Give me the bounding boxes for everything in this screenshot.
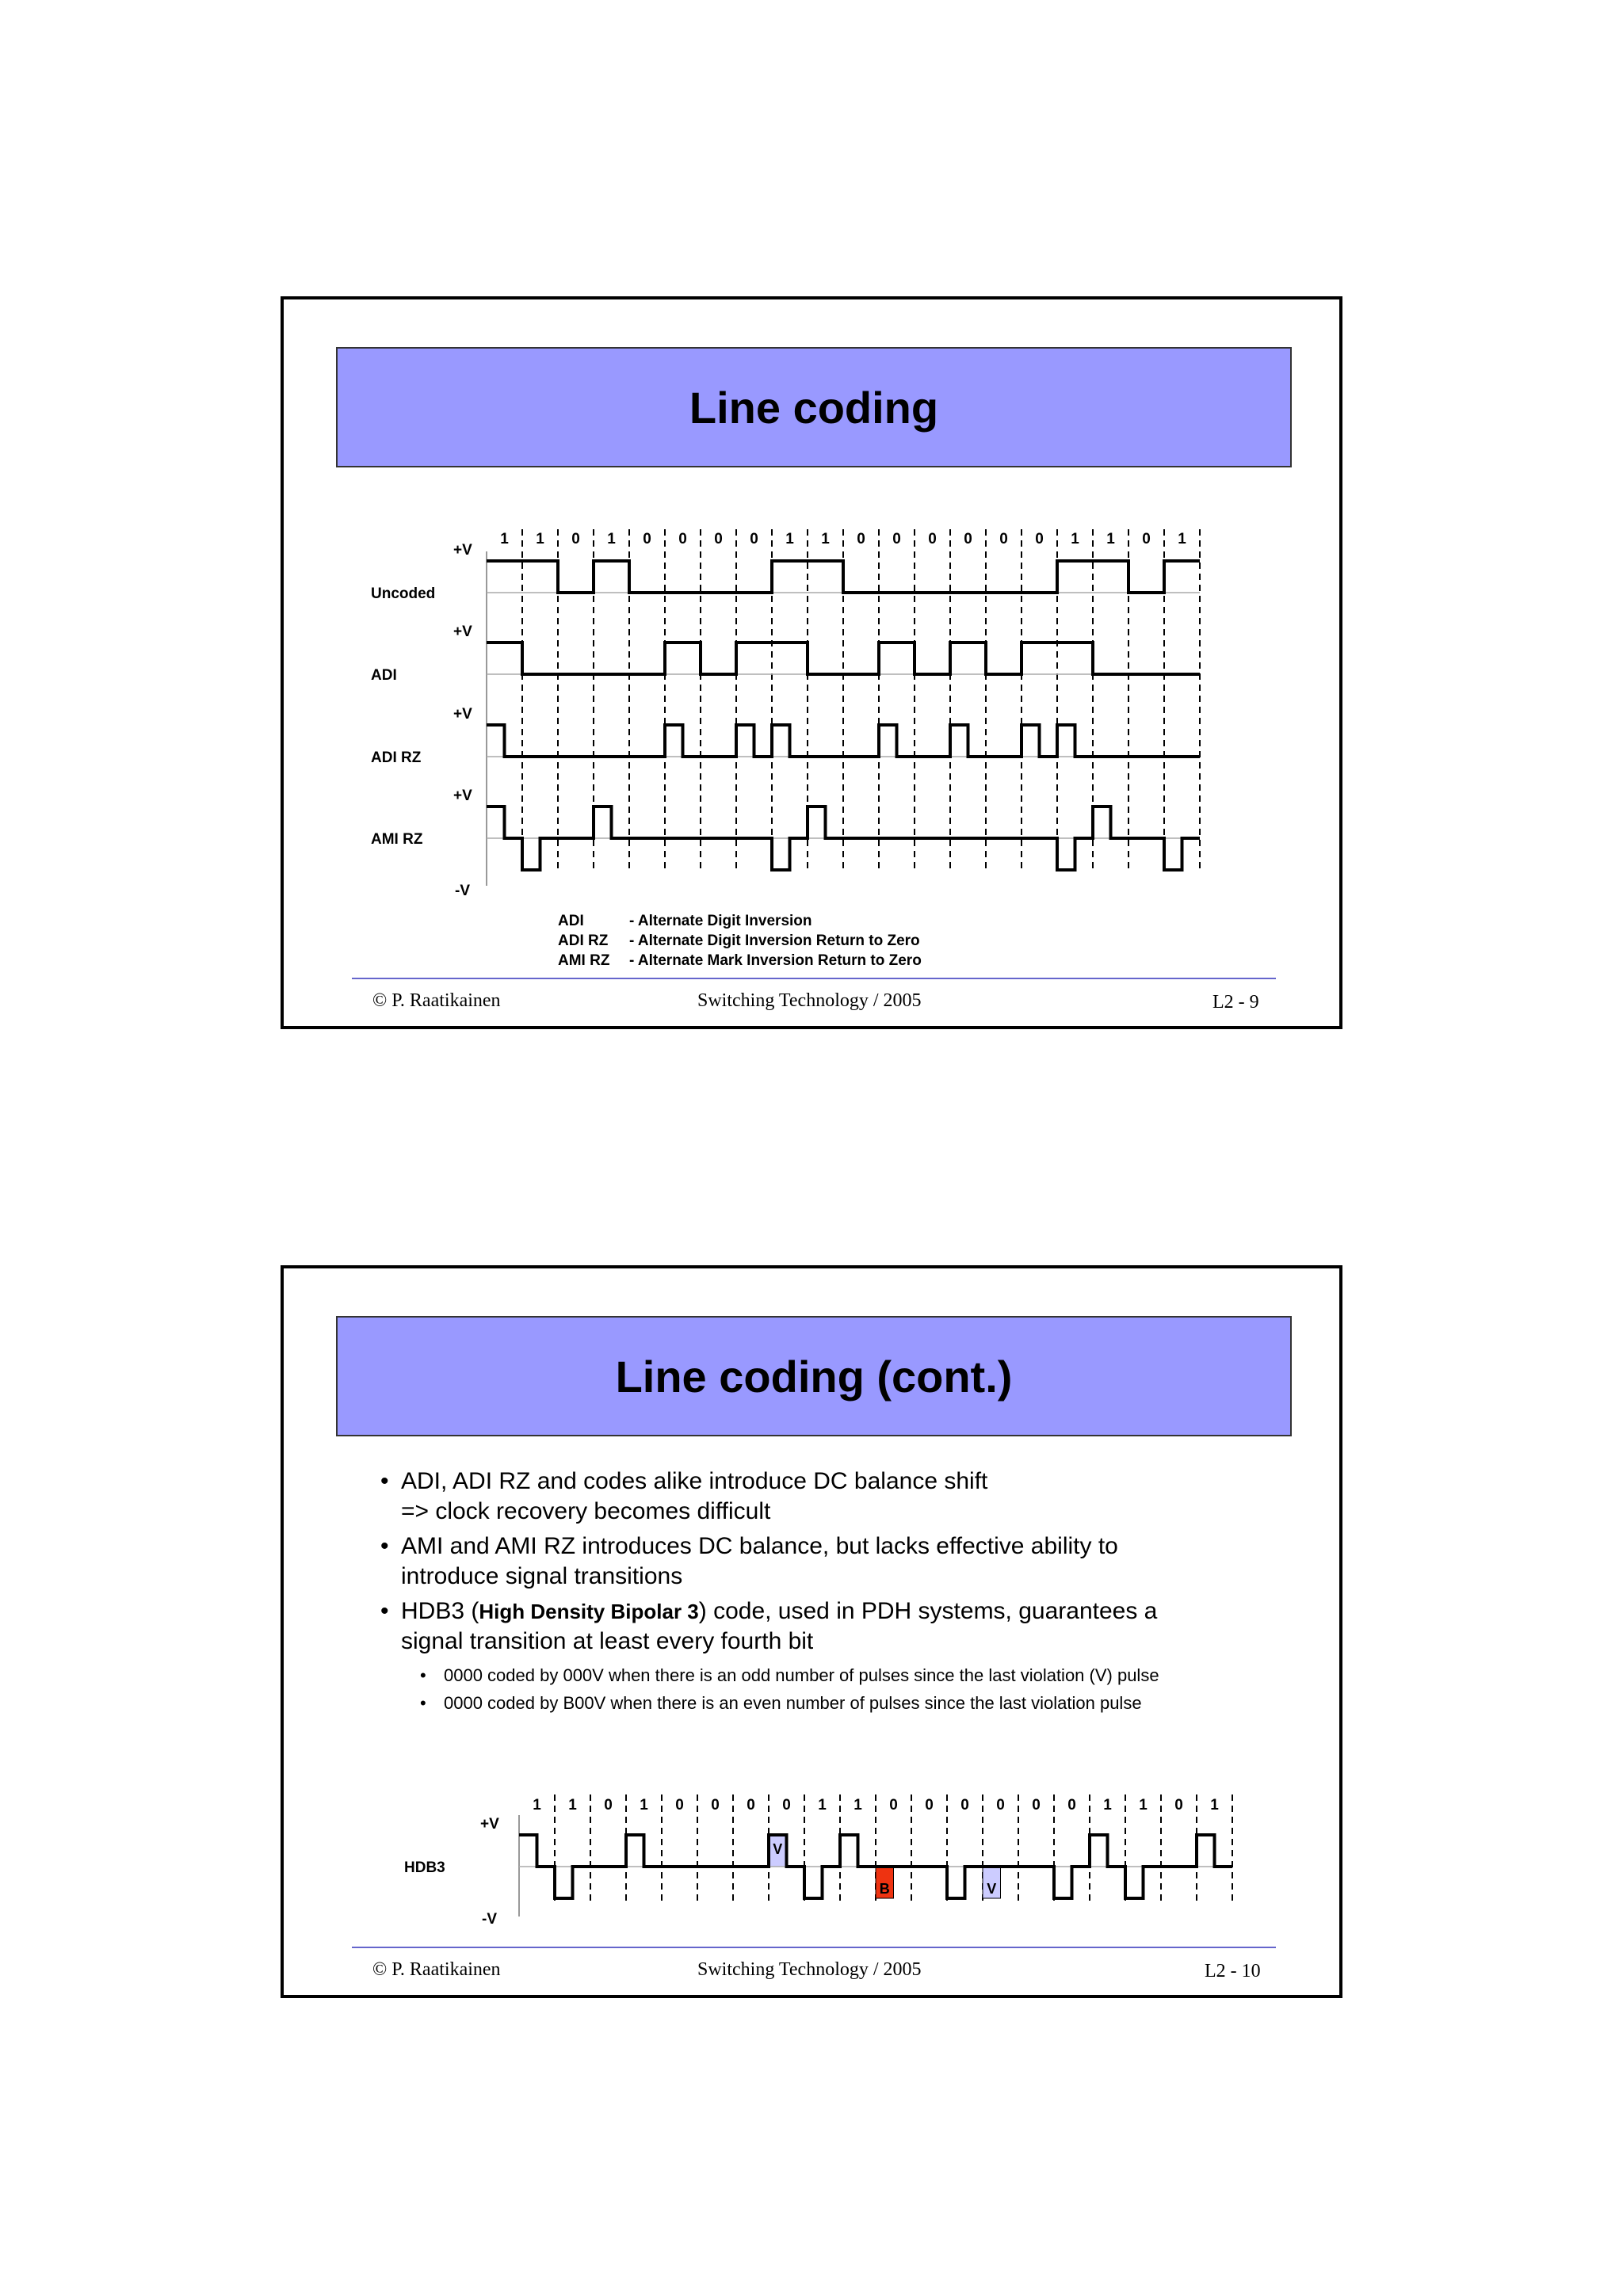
signal-name-label: HDB3 [404, 1859, 445, 1876]
footer-course: Switching Technology / 2005 [697, 990, 922, 1011]
bit-label: 1 [1103, 1797, 1112, 1814]
bit-label: 0 [1174, 1797, 1183, 1814]
bit-label: 1 [1071, 531, 1079, 547]
signal-name-label: ADI RZ [371, 749, 422, 766]
bit-label: 0 [964, 531, 972, 547]
bit-label: 1 [785, 531, 794, 547]
bit-label: 0 [1032, 1797, 1041, 1814]
bit-label: 0 [643, 531, 651, 547]
bullet-text: ) code, used in PDH systems, guarantees a [698, 1598, 1158, 1624]
bit-label: 1 [536, 531, 544, 547]
footer-page-number: L2 - 10 [1205, 1961, 1261, 1981]
minus-v-label: -V [455, 883, 470, 899]
bit-label: 0 [1142, 531, 1151, 547]
bit-label: 0 [711, 1797, 720, 1814]
bit-label: 0 [960, 1797, 969, 1814]
bit-label: 0 [782, 1797, 791, 1814]
bullet-line: introduce signal transitions [401, 1563, 683, 1589]
bit-label: 1 [500, 531, 509, 547]
bit-label: 0 [857, 531, 865, 547]
bit-label: 1 [1210, 1797, 1219, 1814]
footer-author: © P. Raatikainen [372, 1959, 501, 1980]
sub-bullet-item: • 0000 coded by B00V when there is an even number of pulses since the last violation pulse [420, 1689, 1268, 1717]
plus-v-label: +V [453, 542, 472, 559]
bullet-line: • ADI, ADI RZ and codes alike introduce DC balance shift [401, 1468, 988, 1494]
bit-label: 0 [1067, 1797, 1076, 1814]
slide-title: Line coding (cont.) [615, 1351, 1013, 1402]
plus-v-label: +V [453, 788, 472, 804]
bit-label: 0 [999, 531, 1008, 547]
bit-label: 1 [640, 1797, 648, 1814]
bit-label: 1 [1139, 1797, 1148, 1814]
legend-text: - Alternate Mark Inversion Return to Zero [629, 952, 922, 969]
plus-v-label: +V [453, 624, 472, 640]
bullet-line: • AMI and AMI RZ introduces DC balance, but lacks effective ability to [401, 1533, 1118, 1559]
bit-label: 0 [996, 1797, 1005, 1814]
bit-label: 0 [678, 531, 687, 547]
footer-author: © P. Raatikainen [372, 990, 501, 1011]
footer-divider [352, 1947, 1276, 1948]
legend-text: - Alternate Digit Inversion Return to Zero [629, 933, 920, 949]
plus-v-label: +V [453, 706, 472, 723]
bullet-text: HDB3 ( [401, 1598, 479, 1624]
bit-label: 1 [533, 1797, 541, 1814]
legend-text: - Alternate Digit Inversion [629, 913, 812, 929]
bit-label: 0 [925, 1797, 934, 1814]
hdb3-waveform-diagram [284, 1268, 1339, 1995]
abbreviation-legend [558, 911, 922, 971]
legend-row [558, 951, 922, 971]
bit-label: 0 [747, 1797, 755, 1814]
bullet-bold-term: High Density Bipolar 3 [479, 1600, 699, 1623]
bit-label: 1 [821, 531, 830, 547]
marker-label: B [879, 1881, 890, 1897]
bit-label: 1 [1178, 531, 1186, 547]
bit-label: 0 [604, 1797, 613, 1814]
slide-title: Line coding [689, 382, 939, 433]
bit-label: 1 [818, 1797, 827, 1814]
bit-label: 0 [892, 531, 901, 547]
bullet-line: signal transition at least every fourth bit [401, 1628, 814, 1654]
signal-name-label: ADI [371, 667, 397, 684]
slide-line-coding-cont [281, 1265, 1342, 1998]
bit-label: 0 [714, 531, 723, 547]
footer-course: Switching Technology / 2005 [697, 1959, 922, 1980]
signal-waveform [487, 643, 1200, 674]
legend-row [558, 931, 922, 951]
bullet-line: => clock recovery becomes difficult [401, 1498, 771, 1524]
bit-label: 0 [675, 1797, 684, 1814]
minus-v-label: -V [482, 1911, 497, 1928]
bit-label: 0 [750, 531, 758, 547]
bit-label: 0 [928, 531, 937, 547]
footer-divider [352, 978, 1276, 979]
marker-label: V [773, 1841, 783, 1857]
bit-label: 0 [1035, 531, 1044, 547]
legend-abbr: ADI RZ [558, 933, 609, 949]
bit-label: 1 [854, 1797, 862, 1814]
legend-abbr: AMI RZ [558, 952, 610, 969]
bit-label: 0 [889, 1797, 898, 1814]
legend-row [558, 911, 922, 931]
bit-label: 0 [571, 531, 580, 547]
plus-v-label: +V [480, 1816, 499, 1833]
legend-abbr: ADI [558, 913, 584, 929]
footer-page-number: L2 - 9 [1212, 992, 1259, 1013]
marker-label: V [987, 1881, 997, 1897]
signal-name-label: Uncoded [371, 585, 436, 602]
bit-label: 1 [568, 1797, 577, 1814]
signal-name-label: AMI RZ [371, 831, 423, 848]
bit-label: 1 [1106, 531, 1115, 547]
slide-line-coding [281, 296, 1342, 1029]
bit-label: 1 [607, 531, 616, 547]
signal-waveform [487, 807, 1200, 870]
sub-bullet-item: • 0000 coded by 000V when there is an odd number of pulses since the last violation (V) pulse [420, 1661, 1268, 1689]
